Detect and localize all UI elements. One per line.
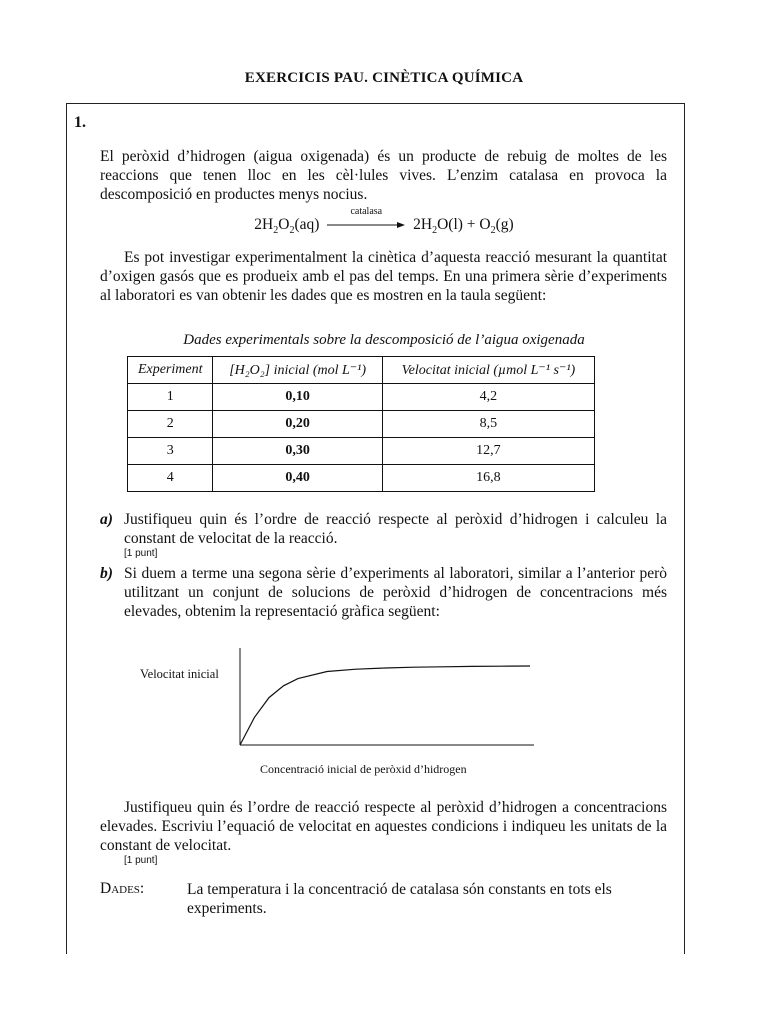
- table-row: [128, 384, 595, 411]
- table-cell: 0,20: [213, 411, 382, 438]
- table-header: [H₂O₂] inicial (mol L⁻¹): [213, 357, 382, 384]
- data-table: [127, 356, 595, 492]
- table-cell: 2: [128, 411, 213, 438]
- arrow-icon: [327, 221, 405, 229]
- part-a-text: Justifiqueu quin és l’ordre de reacció respecte al peròxid d’hidrogen i calculeu la constant de velocitat de la reacció.: [124, 511, 667, 547]
- reaction-arrow: [327, 206, 405, 232]
- part-a-label: a): [100, 511, 113, 528]
- table-header-row: [128, 357, 595, 384]
- table-row: [128, 411, 595, 438]
- table-caption: Dades experimentals sobre la descomposició de l’aigua oxigenada: [183, 332, 585, 348]
- table-cell: 1: [128, 384, 213, 411]
- table-cell: 3: [128, 438, 213, 465]
- table-header: Velocitat inicial (µmol L⁻¹ s⁻¹): [382, 357, 594, 384]
- x-axis-label: Concentració inicial de peròxid d’hidrogen: [260, 762, 467, 776]
- table-cell: 16,8: [382, 465, 594, 492]
- part-b: [100, 564, 667, 621]
- table-row: [128, 465, 595, 492]
- intro-paragraph: El peròxid d’hidrogen (aigua oxigenada) és un producte de rebuig de moltes de les reaccions que tenen lloc en les cèl·lules vives. L’enzim catalasa en provoca la descomposició en productes menys nocius.: [100, 148, 667, 203]
- part-b-points: [1 punt]: [124, 855, 158, 866]
- part-a: [100, 510, 667, 548]
- dades-label: Dades:: [100, 880, 145, 897]
- table-cell: 12,7: [382, 438, 594, 465]
- velocity-curve: [240, 666, 530, 745]
- dades-text: La temperatura i la concentració de catalasa són constants en tots els experiments.: [187, 881, 612, 917]
- table-header: Experiment: [128, 357, 213, 384]
- table-cell: 4,2: [382, 384, 594, 411]
- paragraph-2: Es pot investigar experimentalment la cinètica d’aquesta reacció mesurant la quantitat d’oxigen gasós que es produeix amb el pas del temps. En una primera sèrie d’experiments al laboratori es van obtenir les dades que es mostren en la taula següent:: [100, 249, 667, 304]
- velocity-chart: [130, 638, 550, 778]
- part-b-label: b): [100, 565, 113, 582]
- table-cell: 8,5: [382, 411, 594, 438]
- equation-products: $2H_2O(l) + O_2(g)$: [413, 216, 514, 237]
- table-cell: 4: [128, 465, 213, 492]
- catalyst-label: catalasa: [350, 206, 383, 218]
- page-title: EXERCICIS PAU. CINÈTICA QUÍMICA: [244, 70, 524, 86]
- paragraph-b2: Justifiqueu quin és l’ordre de reacció respecte al peròxid d’hidrogen a concentracions elevades. Escriviu l’equació de velocitat en aquestes condicions i indiqueu les unitats de la constant de velocitat.: [100, 799, 667, 854]
- question-number: 1.: [74, 114, 86, 131]
- part-b-text: Si duem a terme una segona sèrie d’experiments al laboratori, similar a l’anterior però utilitzant un conjunt de solucions de peròxid d’hidrogen de concentracions més elevades, obtenim la representació gràfica següent:: [124, 565, 667, 620]
- table-cell: 0,30: [213, 438, 382, 465]
- table-row: [128, 438, 595, 465]
- table-cell: 0,10: [213, 384, 382, 411]
- part-a-points: [1 punt]: [124, 548, 158, 559]
- table-cell: 0,40: [213, 465, 382, 492]
- reaction-equation: [0, 206, 768, 237]
- equation-reactant: $2H_2O_2(aq)$: [254, 216, 320, 237]
- y-axis-label: Velocitat inicial: [140, 667, 219, 681]
